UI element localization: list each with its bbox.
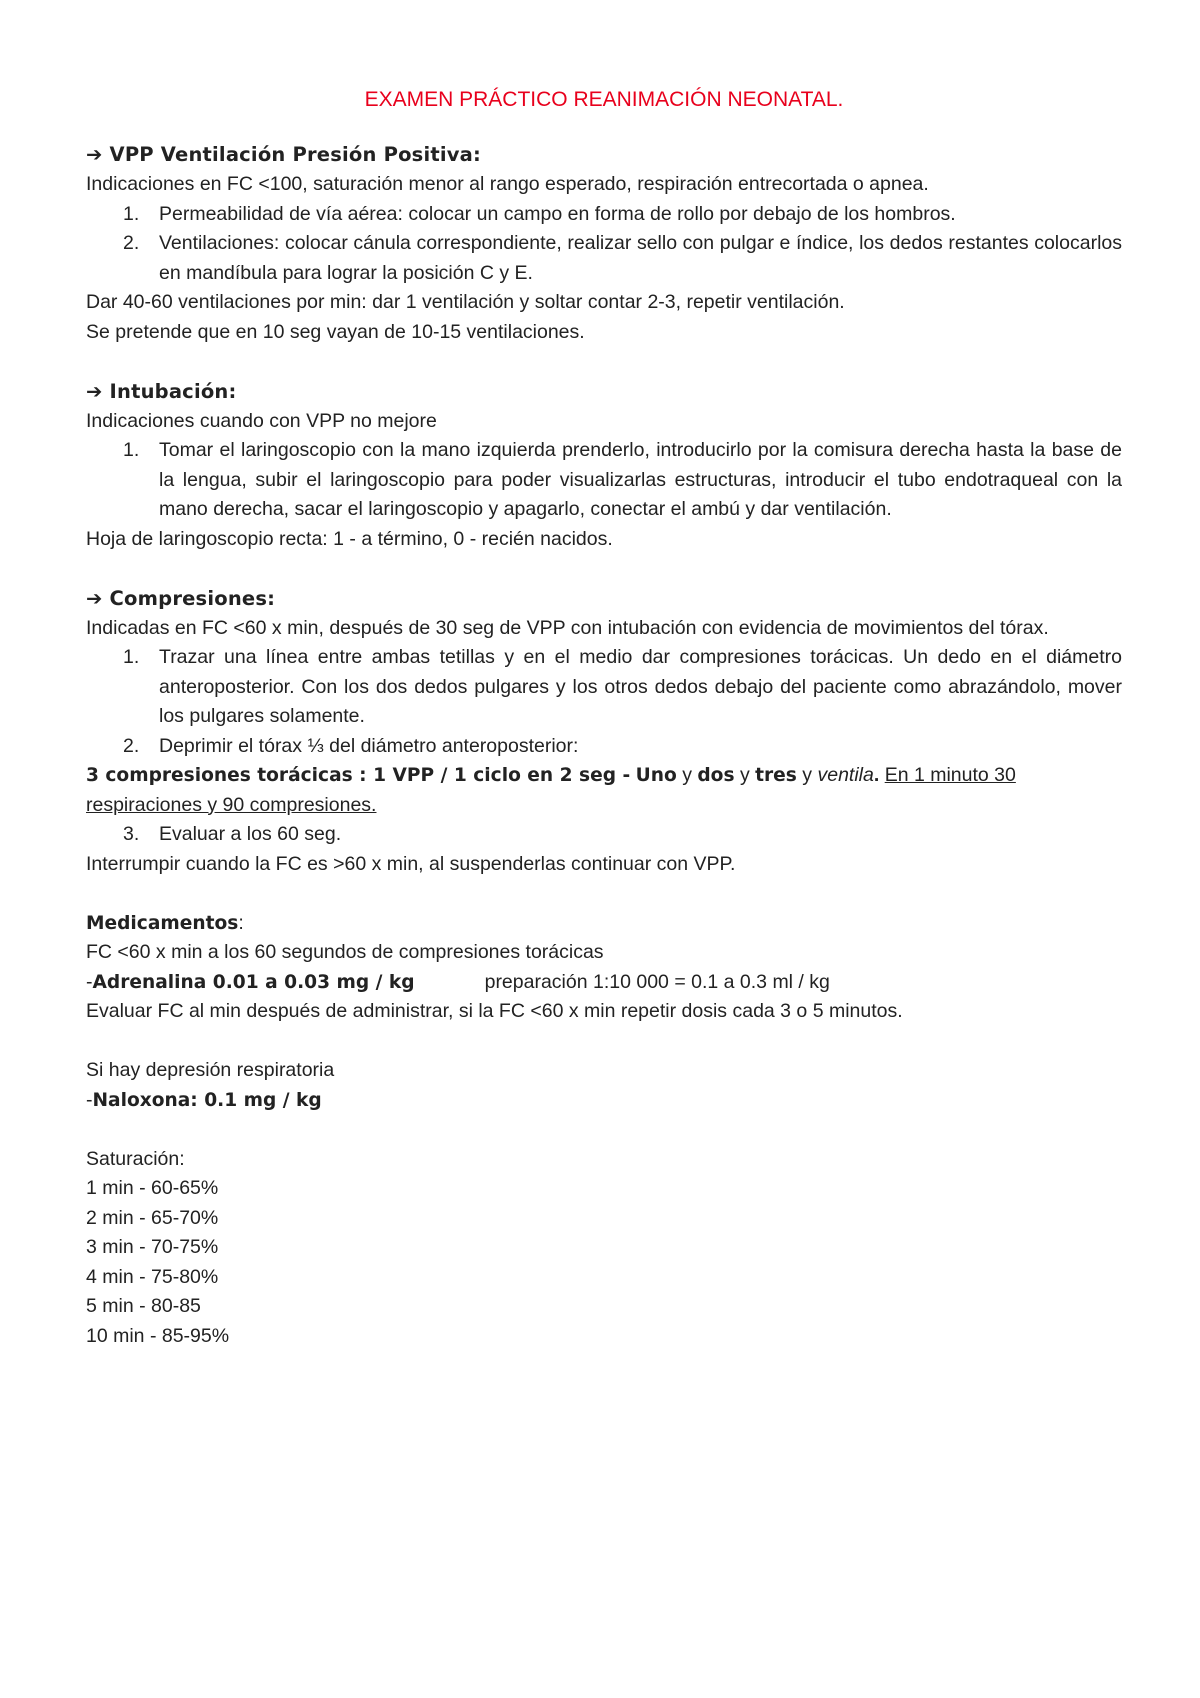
list-number: 1. [123, 439, 140, 461]
adrenalina-dose: Adrenalina 0.01 a 0.03 mg / kg [92, 971, 415, 993]
adrenalina-preparation: preparación 1:10 000 = 0.1 a 0.3 ml / kg [484, 970, 830, 993]
list-item [86, 436, 1122, 525]
medicamentos-colon: : [238, 911, 244, 934]
list-number: 2. [123, 232, 140, 254]
list-text: Trazar una línea entre ambas tetillas y en el medio dar compresiones torácicas. Un dedo en el diámetro anteroposterior. Con los dos dedos pulgares y los otros dedos debajo del paciente como abrazándolo, mover los pulgares solamente. [159, 646, 1122, 727]
naloxona-dash: - [86, 1088, 93, 1111]
ratio-y: y [796, 764, 818, 786]
list-item [86, 200, 1122, 230]
intubacion-indications: Indicaciones cuando con VPP no mejore [86, 409, 437, 432]
ratio-underlined-summary: En 1 minuto 30 respiraciones y 90 compresiones. [86, 764, 1016, 816]
compresiones-steps-list [86, 643, 1122, 761]
ratio-tres: tres [755, 765, 797, 786]
ratio-bold-text: 3 compresiones torácicas : 1 VPP / 1 ciclo en 2 seg - [86, 765, 631, 786]
compresiones-note: Interrumpir cuando la FC es >60 x min, al suspenderlas continuar con VPP. [86, 852, 736, 875]
section-heading-compresiones: ➔ Compresiones: [86, 586, 276, 610]
medicamentos-indication: FC <60 x min a los 60 segundos de compresiones torácicas [86, 941, 604, 963]
saturacion-row: 1 min - 60-65% [86, 1177, 219, 1199]
spacer [86, 879, 1122, 909]
ratio-ventila: ventila [817, 764, 874, 786]
adrenalina-line [86, 968, 1122, 998]
saturacion-row: 10 min - 85-95% [86, 1324, 230, 1347]
list-text: Evaluar a los 60 seg. [159, 823, 342, 845]
compresiones-steps-list-continued [86, 820, 1122, 850]
spacer [86, 554, 1122, 584]
spacer [86, 1115, 1122, 1145]
vpp-steps-list [86, 200, 1122, 289]
ratio-dos: dos [697, 765, 735, 786]
intubacion-note: Hoja de laringoscopio recta: 1 - a término, 0 - recién nacidos. [86, 527, 613, 550]
ratio-y: y [676, 764, 698, 786]
vpp-note-rate: Dar 40-60 ventilaciones por min: dar 1 ventilación y soltar contar 2-3, repetir ventilación. [86, 291, 845, 313]
ratio-dot: . [873, 764, 880, 786]
medicamentos-label: Medicamentos [86, 912, 239, 934]
vpp-note-target: Se pretende que en 10 seg vayan de 10-15 ventilaciones. [86, 320, 585, 343]
section-heading-medicamentos [86, 909, 1122, 939]
saturacion-row: 5 min - 80-85 [86, 1295, 201, 1317]
naloxona-line [86, 1086, 1122, 1116]
section-heading-vpp: ➔ VPP Ventilación Presión Positiva: [86, 143, 482, 166]
medicamentos-evaluate: Evaluar FC al min después de administrar, si la FC <60 x min repetir dosis cada 3 o 5 minutos. [86, 1000, 903, 1022]
saturacion-heading: Saturación: [86, 1147, 185, 1170]
respiratory-depression-text: Si hay depresión respiratoria [86, 1059, 335, 1081]
list-number: 3. [123, 823, 140, 845]
list-text: Tomar el laringoscopio con la mano izquierda prenderlo, introducirlo por la comisura derecha hasta la base de la lengua, subir el laringoscopio para poder visualizarlas estructuras, introducir el tubo endotraqueal con la mano derecha, sacar el laringoscopio y apagarlo, conectar el ambú y dar ventilación. [159, 439, 1122, 520]
document-page [86, 86, 1122, 1351]
intubacion-steps-list [86, 436, 1122, 525]
ratio-y: y [734, 764, 756, 786]
list-text: Ventilaciones: colocar cánula correspondiente, realizar sello con pulgar e índice, los dedos restantes colocarlos en mandíbula para lograr la posición C y E. [159, 232, 1122, 284]
saturacion-row: 2 min - 65-70% [86, 1206, 219, 1229]
list-number: 1. [123, 646, 140, 668]
spacer [86, 347, 1122, 377]
compresiones-indications: Indicadas en FC <60 x min, después de 30 seg de VPP con intubación con evidencia de movimientos del tórax. [86, 616, 1049, 639]
section-heading-intubacion: ➔ Intubación: [86, 379, 237, 403]
list-item [86, 732, 1122, 762]
saturacion-row: 3 min - 70-75% [86, 1236, 219, 1258]
vpp-indications: Indicaciones en FC <100, saturación menor al rango esperado, respiración entrecortada o apnea. [86, 173, 929, 195]
saturacion-row: 4 min - 75-80% [86, 1265, 219, 1288]
list-item [86, 643, 1122, 732]
list-text: Deprimir el tórax ⅓ del diámetro anteroposterior: [159, 734, 579, 757]
spacer [86, 1027, 1122, 1057]
list-item [86, 820, 1122, 850]
list-number: 2. [123, 734, 140, 757]
naloxona-dose: Naloxona: 0.1 mg / kg [92, 1089, 322, 1111]
list-text: Permeabilidad de vía aérea: colocar un campo en forma de rollo por debajo de los hombros. [159, 202, 956, 225]
list-item [86, 229, 1122, 288]
document-title: EXAMEN PRÁCTICO REANIMACIÓN NEONATAL. [364, 88, 844, 111]
list-number: 1. [123, 202, 140, 225]
adrenalina-dash: - [86, 970, 93, 993]
compression-ratio-line [86, 761, 1122, 820]
ratio-uno: Uno [635, 765, 677, 786]
